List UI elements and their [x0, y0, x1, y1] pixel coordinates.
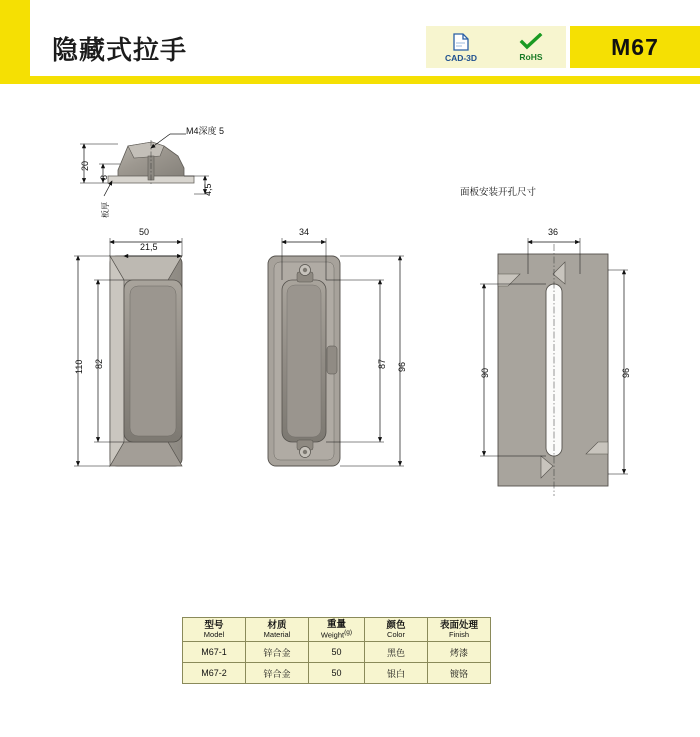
page-title: 隐藏式拉手 — [52, 35, 188, 65]
dim-width-21-5: 21,5 — [140, 242, 158, 252]
header-color-cn: 颜色 — [386, 619, 406, 631]
cell-material: 锌合金 — [246, 663, 309, 684]
dim-height-110: 110 — [74, 359, 84, 374]
dim-panel-thickness: 板厚 — [101, 202, 110, 218]
badge-cad-3d — [426, 26, 496, 68]
technical-drawing-area — [0, 84, 700, 604]
dim-height-20: 20 — [80, 160, 90, 171]
table-row — [183, 663, 491, 684]
header-model-en: Model — [203, 629, 225, 639]
panel-cutout-view — [480, 238, 628, 496]
model-number: M67 — [611, 33, 659, 60]
cell-finish: 镀铬 — [428, 663, 491, 684]
specification-table — [182, 617, 491, 684]
dim-height-82: 82 — [94, 358, 104, 369]
badge-rohs — [496, 26, 566, 68]
dim-height-96: 96 — [397, 361, 407, 372]
table-header-row — [183, 618, 491, 642]
side-section-view — [80, 134, 209, 196]
cutout-view-title: 面板安装开孔尺寸 — [460, 187, 537, 198]
drawing-svg — [0, 84, 700, 604]
header-accent-bar-left — [0, 0, 30, 84]
badge-cad-3d-label: CAD-3D — [444, 52, 478, 63]
cell-color: 黑色 — [365, 642, 428, 663]
header-finish-cn: 表面处理 — [439, 619, 478, 631]
badge-rohs-label: RoHS — [519, 51, 543, 62]
header-model — [183, 618, 246, 642]
header-accent-bar-bottom — [0, 76, 700, 84]
header-finish — [428, 618, 491, 642]
header-weight-en — [309, 630, 364, 639]
dim-thread-depth: M4深度 5 — [186, 126, 225, 136]
cell-material: 锌合金 — [246, 642, 309, 663]
header-color-en: Color — [387, 629, 405, 639]
header-material — [246, 618, 309, 642]
header-finish-en: Finish — [448, 629, 469, 639]
model-number-box — [570, 26, 700, 68]
back-view — [268, 238, 404, 466]
header-weight-cn: 重量 — [326, 618, 346, 630]
document-icon — [450, 32, 472, 52]
cell-model: M67-1 — [183, 642, 246, 663]
header-material-en: Material — [263, 629, 291, 639]
dim-cutout-width-36: 36 — [548, 227, 559, 237]
header-material-cn: 材质 — [267, 619, 287, 631]
front-view — [74, 238, 182, 466]
dim-height-8: 8 — [99, 174, 109, 180]
dim-width-50: 50 — [139, 227, 150, 237]
cell-color: 银白 — [365, 663, 428, 684]
dim-height-87: 87 — [377, 358, 387, 369]
dim-width-34: 34 — [299, 227, 310, 237]
page-header — [0, 0, 700, 84]
header-model-cn: 型号 — [204, 619, 224, 631]
cell-weight: 50 — [309, 642, 365, 663]
cell-weight: 50 — [309, 663, 365, 684]
header-weight — [309, 618, 365, 642]
cell-model: M67-2 — [183, 663, 246, 684]
header-weight-en-text: Weight — [320, 630, 345, 640]
header-color — [365, 618, 428, 642]
dim-cutout-height-90: 90 — [480, 367, 490, 378]
check-icon — [519, 33, 543, 51]
table-row — [183, 642, 491, 663]
dim-depth-4-5: 4,5 — [203, 183, 213, 196]
dim-cutout-height-96: 96 — [621, 367, 631, 378]
header-weight-unit: (g) — [344, 628, 353, 636]
certification-badges — [426, 26, 566, 68]
cell-finish: 烤漆 — [428, 642, 491, 663]
